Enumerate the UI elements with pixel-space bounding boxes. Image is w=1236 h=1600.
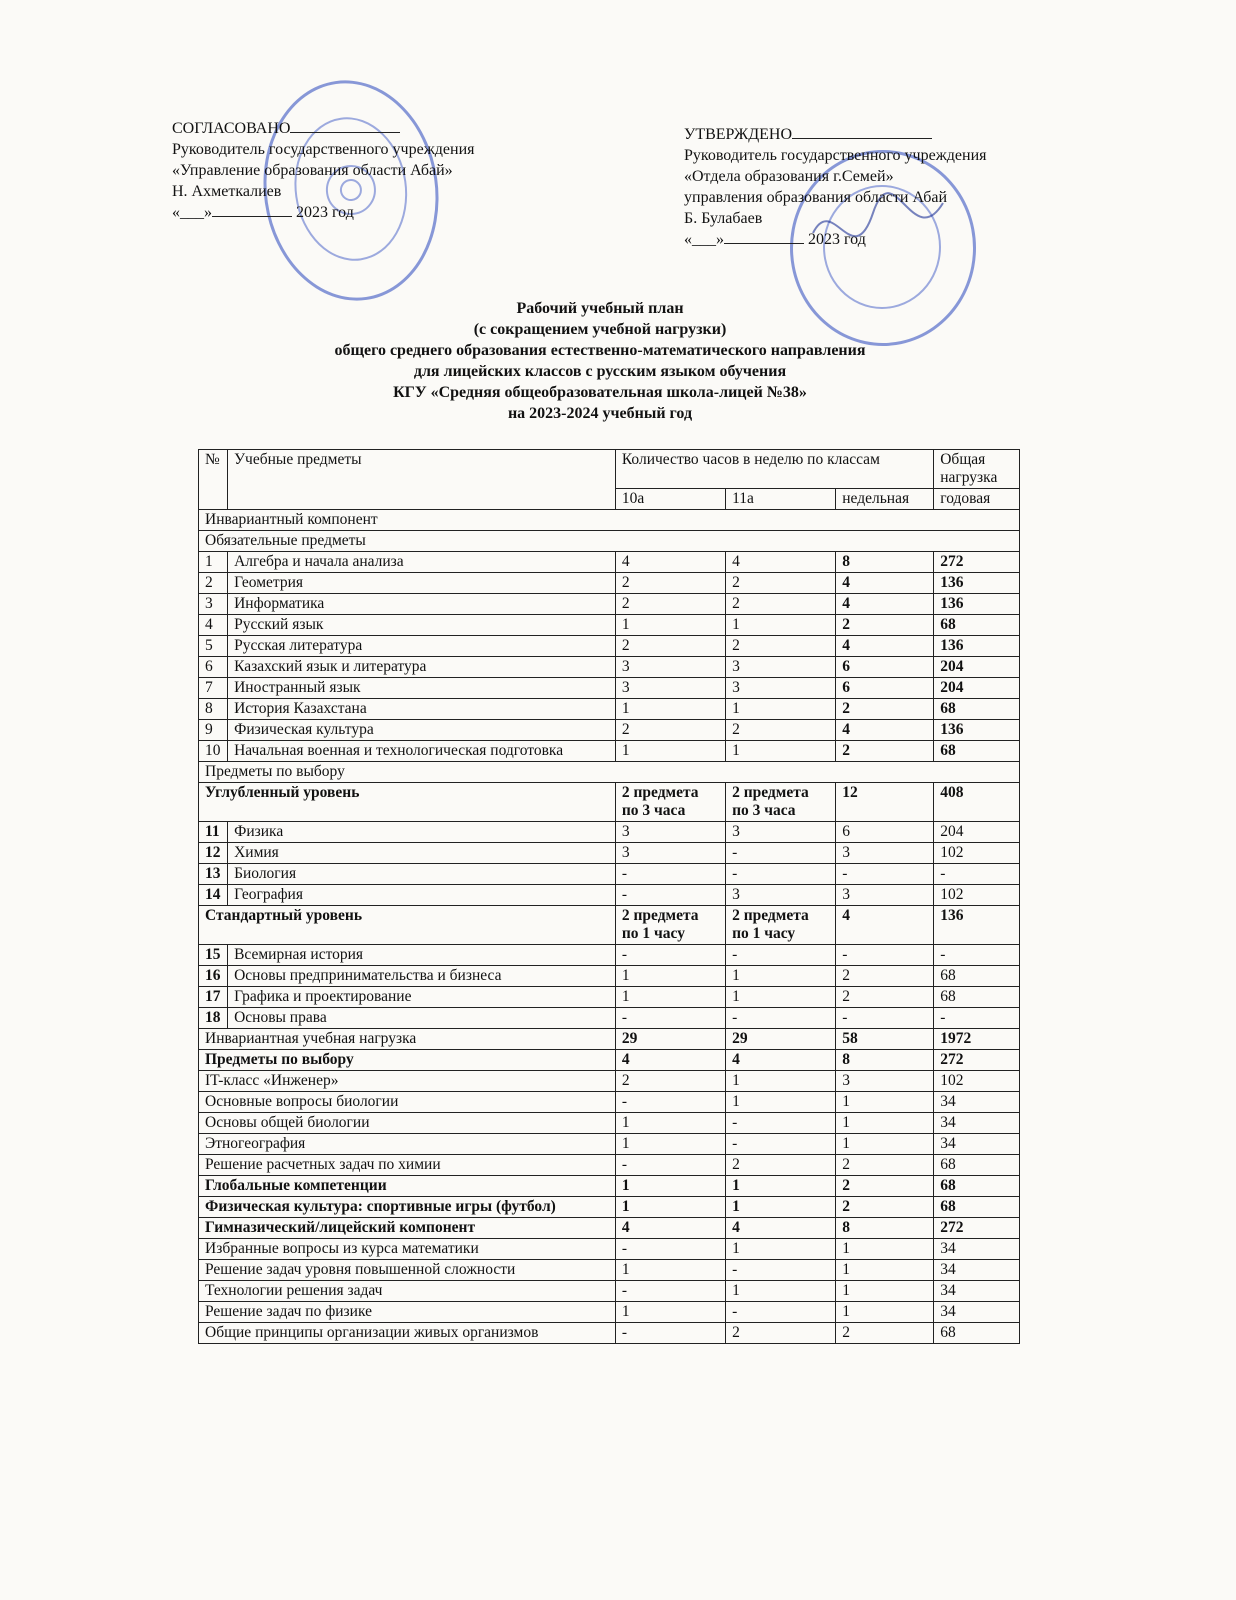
- row-subject: Казахский язык и литература: [228, 657, 616, 678]
- row-subject: Начальная военная и технологическая подготовка: [228, 741, 616, 762]
- row-subject: Русская литература: [228, 636, 616, 657]
- table-row: [199, 1176, 1020, 1197]
- approval-left-line2: «Управление образования области Абай»: [172, 162, 453, 179]
- row-number: 11: [199, 822, 228, 843]
- row-number: 5: [199, 636, 228, 657]
- row-weekly: 1: [836, 1092, 934, 1113]
- row-number: 18: [199, 1008, 228, 1029]
- title-line3: общего среднего образования естественно-математического направления: [334, 342, 866, 359]
- title-line6: на 2023-2024 учебный год: [507, 405, 693, 422]
- row-subject: Технологии решения задач: [199, 1281, 616, 1302]
- row-hours-10a: 1: [615, 1134, 725, 1155]
- row-weekly: -: [836, 864, 934, 885]
- curriculum-table: [198, 449, 1020, 1344]
- row-number: 12: [199, 843, 228, 864]
- row-subject: Основы предпринимательства и бизнеса: [228, 966, 616, 987]
- row-hours-11a: 1: [726, 966, 836, 987]
- row-hours-10a: 1: [615, 615, 725, 636]
- row-number: 6: [199, 657, 228, 678]
- row-weekly: 3: [836, 843, 934, 864]
- row-weekly: 3: [836, 885, 934, 906]
- row-weekly: 6: [836, 657, 934, 678]
- table-row: [199, 615, 1020, 636]
- row-yearly: 136: [934, 636, 1020, 657]
- row-weekly: 2: [836, 1176, 934, 1197]
- row-number: 2: [199, 573, 228, 594]
- row-hours-11a: -: [726, 1008, 836, 1029]
- row-weekly: 1: [836, 1260, 934, 1281]
- row-hours-10a: 2: [615, 573, 725, 594]
- approval-right-block: [684, 124, 986, 250]
- row-number: 8: [199, 699, 228, 720]
- row-hours-10a: -: [615, 1008, 725, 1029]
- row-yearly: 204: [934, 657, 1020, 678]
- row-weekly: 1: [836, 1113, 934, 1134]
- row-yearly: 68: [934, 699, 1020, 720]
- row-hours-11a: 2: [726, 573, 836, 594]
- section-invariant: Инвариантный компонент: [199, 510, 1020, 531]
- table-row: [199, 594, 1020, 615]
- row-yearly: 136: [934, 594, 1020, 615]
- approval-right-date-year: 2023 год: [808, 231, 866, 248]
- row-subject: Основы права: [228, 1008, 616, 1029]
- header-10a: 10а: [615, 489, 725, 510]
- row-number: 16: [199, 966, 228, 987]
- table-row: [199, 636, 1020, 657]
- row-hours-11a: 1: [726, 1176, 836, 1197]
- row-subject: Стандартный уровень: [199, 906, 616, 945]
- row-subject: Физика: [228, 822, 616, 843]
- row-yearly: 68: [934, 741, 1020, 762]
- table-row: [199, 1260, 1020, 1281]
- row-yearly: 272: [934, 1218, 1020, 1239]
- row-hours-10a: 1: [615, 1260, 725, 1281]
- row-yearly: 204: [934, 822, 1020, 843]
- row-weekly: 12: [836, 783, 934, 822]
- level-row: [199, 906, 1020, 945]
- row-number: 7: [199, 678, 228, 699]
- row-yearly: 34: [934, 1239, 1020, 1260]
- row-yearly: 68: [934, 615, 1020, 636]
- row-number: 4: [199, 615, 228, 636]
- row-yearly: 34: [934, 1113, 1020, 1134]
- approval-left-line3: Н. Ахметкалиев: [172, 183, 282, 200]
- row-hours-11a: 2 предмета по 3 часа: [726, 783, 836, 822]
- row-hours-11a: 1: [726, 1092, 836, 1113]
- row-weekly: -: [836, 945, 934, 966]
- title-line2: (с сокращением учебной нагрузки): [473, 321, 727, 338]
- row-yearly: 68: [934, 1176, 1020, 1197]
- row-hours-11a: 3: [726, 822, 836, 843]
- row-number: 9: [199, 720, 228, 741]
- table-row: [199, 1008, 1020, 1029]
- row-yearly: 68: [934, 966, 1020, 987]
- row-hours-10a: 1: [615, 987, 725, 1008]
- section-mandatory: Обязательные предметы: [199, 531, 1020, 552]
- row-weekly: 2: [836, 1323, 934, 1344]
- row-number: 17: [199, 987, 228, 1008]
- row-subject: Глобальные компетенции: [199, 1176, 616, 1197]
- total-row: [199, 1050, 1020, 1071]
- row-hours-10a: 4: [615, 1050, 725, 1071]
- table-row: [199, 1197, 1020, 1218]
- table-row: [199, 843, 1020, 864]
- row-hours-11a: 3: [726, 885, 836, 906]
- row-hours-10a: -: [615, 1092, 725, 1113]
- table-row: [199, 657, 1020, 678]
- row-hours-11a: 4: [726, 1050, 836, 1071]
- section-elective: Предметы по выбору: [199, 762, 1020, 783]
- row-hours-11a: -: [726, 1260, 836, 1281]
- row-number: 13: [199, 864, 228, 885]
- row-hours-10a: 2 предмета по 1 часу: [615, 906, 725, 945]
- row-subject: Общие принципы организации живых организмов: [199, 1323, 616, 1344]
- row-hours-11a: 4: [726, 552, 836, 573]
- row-hours-11a: 2: [726, 594, 836, 615]
- row-weekly: 1: [836, 1302, 934, 1323]
- row-weekly: 2: [836, 699, 934, 720]
- row-subject: Основы общей биологии: [199, 1113, 616, 1134]
- approval-left-date-year: 2023 год: [296, 204, 354, 221]
- table-row: [199, 573, 1020, 594]
- row-hours-11a: 29: [726, 1029, 836, 1050]
- approval-left-heading: СОГЛАСОВАНО: [172, 120, 291, 137]
- row-hours-11a: 1: [726, 1197, 836, 1218]
- row-yearly: 34: [934, 1281, 1020, 1302]
- table-row: [199, 1239, 1020, 1260]
- table-row: [199, 699, 1020, 720]
- header-hours: Количество часов в неделю по классам: [615, 450, 933, 489]
- row-hours-10a: 3: [615, 822, 725, 843]
- approval-right-line3: управления образования области Абай: [684, 189, 948, 206]
- row-yearly: 68: [934, 1323, 1020, 1344]
- row-hours-11a: 2: [726, 1323, 836, 1344]
- table-row: [199, 1071, 1020, 1092]
- row-hours-10a: 3: [615, 843, 725, 864]
- row-weekly: 4: [836, 636, 934, 657]
- table-row: [199, 822, 1020, 843]
- row-hours-10a: 29: [615, 1029, 725, 1050]
- row-yearly: 68: [934, 1197, 1020, 1218]
- table-row: [199, 1281, 1020, 1302]
- row-subject: Физическая культура: спортивные игры (футбол): [199, 1197, 616, 1218]
- row-hours-11a: 2: [726, 636, 836, 657]
- row-weekly: 2: [836, 966, 934, 987]
- row-weekly: 1: [836, 1239, 934, 1260]
- row-hours-10a: -: [615, 945, 725, 966]
- row-number: 10: [199, 741, 228, 762]
- table-row: [199, 1134, 1020, 1155]
- row-weekly: 58: [836, 1029, 934, 1050]
- row-subject: Этногеография: [199, 1134, 616, 1155]
- table-row: [199, 885, 1020, 906]
- row-subject: Основные вопросы биологии: [199, 1092, 616, 1113]
- row-hours-10a: 3: [615, 678, 725, 699]
- row-hours-10a: 2: [615, 594, 725, 615]
- row-hours-10a: 3: [615, 657, 725, 678]
- row-number: 15: [199, 945, 228, 966]
- approval-right-line4: Б. Булабаев: [684, 210, 763, 227]
- row-hours-11a: -: [726, 1113, 836, 1134]
- row-subject: Русский язык: [228, 615, 616, 636]
- header-num: №: [199, 450, 228, 510]
- row-weekly: 4: [836, 906, 934, 945]
- row-yearly: 272: [934, 1050, 1020, 1071]
- row-hours-11a: 1: [726, 699, 836, 720]
- table-row: [199, 1092, 1020, 1113]
- row-hours-10a: -: [615, 1323, 725, 1344]
- row-number: 1: [199, 552, 228, 573]
- row-hours-10a: 4: [615, 552, 725, 573]
- row-yearly: -: [934, 1008, 1020, 1029]
- table-row: [199, 1113, 1020, 1134]
- header-11a: 11а: [726, 489, 836, 510]
- row-yearly: 136: [934, 573, 1020, 594]
- header-yearly: годовая: [934, 489, 1020, 510]
- row-hours-11a: 4: [726, 1218, 836, 1239]
- row-hours-10a: -: [615, 1281, 725, 1302]
- approval-right-line2: «Отдела образования г.Семей»: [684, 168, 894, 185]
- row-hours-11a: 1: [726, 615, 836, 636]
- row-hours-11a: -: [726, 864, 836, 885]
- approval-left-date-open: «___»: [172, 204, 212, 221]
- row-yearly: 34: [934, 1302, 1020, 1323]
- table-row: [199, 966, 1020, 987]
- row-yearly: -: [934, 945, 1020, 966]
- row-hours-10a: 1: [615, 1302, 725, 1323]
- row-hours-10a: 1: [615, 1113, 725, 1134]
- row-hours-10a: -: [615, 1239, 725, 1260]
- table-row: [199, 552, 1020, 573]
- header-subjects: Учебные предметы: [228, 450, 616, 510]
- row-hours-10a: 4: [615, 1218, 725, 1239]
- row-yearly: 34: [934, 1092, 1020, 1113]
- row-hours-10a: 1: [615, 966, 725, 987]
- row-hours-11a: 2 предмета по 1 часу: [726, 906, 836, 945]
- row-yearly: 1972: [934, 1029, 1020, 1050]
- row-weekly: 6: [836, 678, 934, 699]
- row-yearly: 102: [934, 885, 1020, 906]
- table-row: [199, 720, 1020, 741]
- row-hours-11a: -: [726, 945, 836, 966]
- row-hours-11a: 3: [726, 657, 836, 678]
- row-yearly: 102: [934, 1071, 1020, 1092]
- document-title: [160, 298, 1040, 424]
- row-subject: Графика и проектирование: [228, 987, 616, 1008]
- row-subject: Решение задач по физике: [199, 1302, 616, 1323]
- row-hours-11a: 2: [726, 1155, 836, 1176]
- row-yearly: 204: [934, 678, 1020, 699]
- level-row: [199, 783, 1020, 822]
- row-hours-10a: -: [615, 1155, 725, 1176]
- row-hours-11a: 1: [726, 1239, 836, 1260]
- total-row: [199, 1218, 1020, 1239]
- row-subject: География: [228, 885, 616, 906]
- row-hours-11a: -: [726, 843, 836, 864]
- row-yearly: 34: [934, 1260, 1020, 1281]
- row-weekly: 2: [836, 987, 934, 1008]
- row-weekly: 8: [836, 1050, 934, 1071]
- row-weekly: 4: [836, 720, 934, 741]
- row-subject: Предметы по выбору: [199, 1050, 616, 1071]
- row-weekly: -: [836, 1008, 934, 1029]
- row-yearly: 408: [934, 783, 1020, 822]
- row-subject: История Казахстана: [228, 699, 616, 720]
- section-row: [199, 531, 1020, 552]
- row-hours-10a: 2: [615, 636, 725, 657]
- row-hours-10a: -: [615, 885, 725, 906]
- row-hours-11a: -: [726, 1302, 836, 1323]
- table-row: [199, 678, 1020, 699]
- header-total: Общая нагрузка: [934, 450, 1020, 489]
- row-subject: Инвариантная учебная нагрузка: [199, 1029, 616, 1050]
- row-weekly: 2: [836, 1197, 934, 1218]
- row-yearly: 136: [934, 906, 1020, 945]
- row-weekly: 3: [836, 1071, 934, 1092]
- row-weekly: 4: [836, 573, 934, 594]
- row-subject: Избранные вопросы из курса математики: [199, 1239, 616, 1260]
- row-subject: Алгебра и начала анализа: [228, 552, 616, 573]
- table-row: [199, 1323, 1020, 1344]
- row-number: 3: [199, 594, 228, 615]
- approval-left-line1: Руководитель государственного учреждения: [172, 141, 475, 158]
- row-subject: Углубленный уровень: [199, 783, 616, 822]
- row-hours-11a: 3: [726, 678, 836, 699]
- row-weekly: 8: [836, 552, 934, 573]
- row-yearly: 102: [934, 843, 1020, 864]
- row-yearly: 68: [934, 1155, 1020, 1176]
- row-number: 14: [199, 885, 228, 906]
- row-subject: Решение задач уровня повышенной сложности: [199, 1260, 616, 1281]
- row-hours-10a: 1: [615, 1176, 725, 1197]
- row-subject: Иностранный язык: [228, 678, 616, 699]
- row-hours-11a: 1: [726, 1281, 836, 1302]
- row-hours-10a: 2 предмета по 3 часа: [615, 783, 725, 822]
- row-subject: Биология: [228, 864, 616, 885]
- table-row: [199, 1155, 1020, 1176]
- table-row: [199, 864, 1020, 885]
- header-weekly: недельная: [836, 489, 934, 510]
- row-hours-10a: 1: [615, 1197, 725, 1218]
- row-yearly: 136: [934, 720, 1020, 741]
- section-row: [199, 510, 1020, 531]
- row-yearly: 272: [934, 552, 1020, 573]
- row-hours-10a: -: [615, 864, 725, 885]
- row-weekly: 6: [836, 822, 934, 843]
- approval-right-line1: Руководитель государственного учреждения: [684, 147, 987, 164]
- row-hours-11a: 2: [726, 720, 836, 741]
- approval-right-date-open: «___»: [684, 231, 724, 248]
- row-hours-11a: -: [726, 1134, 836, 1155]
- row-hours-11a: 1: [726, 1071, 836, 1092]
- row-weekly: 2: [836, 741, 934, 762]
- row-weekly: 4: [836, 594, 934, 615]
- row-subject: Химия: [228, 843, 616, 864]
- row-subject: Физическая культура: [228, 720, 616, 741]
- row-yearly: -: [934, 864, 1020, 885]
- section-row: [199, 762, 1020, 783]
- table-row: [199, 945, 1020, 966]
- approval-right-heading: УТВЕРЖДЕНО: [684, 126, 793, 143]
- row-hours-11a: 1: [726, 741, 836, 762]
- row-weekly: 1: [836, 1281, 934, 1302]
- row-hours-10a: 2: [615, 1071, 725, 1092]
- row-subject: Гимназический/лицейский компонент: [199, 1218, 616, 1239]
- table-row: [199, 1302, 1020, 1323]
- row-hours-10a: 1: [615, 741, 725, 762]
- row-subject: Информатика: [228, 594, 616, 615]
- row-hours-10a: 1: [615, 699, 725, 720]
- row-weekly: 2: [836, 615, 934, 636]
- row-hours-11a: 1: [726, 987, 836, 1008]
- title-line1: Рабочий учебный план: [516, 300, 684, 317]
- row-yearly: 34: [934, 1134, 1020, 1155]
- row-yearly: 68: [934, 987, 1020, 1008]
- row-subject: IT-класс «Инженер»: [199, 1071, 616, 1092]
- total-row: [199, 1029, 1020, 1050]
- title-line5: КГУ «Средняя общеобразовательная школа-лицей №38»: [393, 384, 807, 401]
- title-line4: для лицейских классов с русским языком обучения: [413, 363, 787, 380]
- row-subject: Всемирная история: [228, 945, 616, 966]
- row-subject: Решение расчетных задач по химии: [199, 1155, 616, 1176]
- approval-left-block: [172, 118, 474, 223]
- table-row: [199, 987, 1020, 1008]
- row-weekly: 1: [836, 1134, 934, 1155]
- row-hours-10a: 2: [615, 720, 725, 741]
- row-weekly: 8: [836, 1218, 934, 1239]
- row-weekly: 2: [836, 1155, 934, 1176]
- row-subject: Геометрия: [228, 573, 616, 594]
- table-header-row: [199, 450, 1020, 489]
- table-row: [199, 741, 1020, 762]
